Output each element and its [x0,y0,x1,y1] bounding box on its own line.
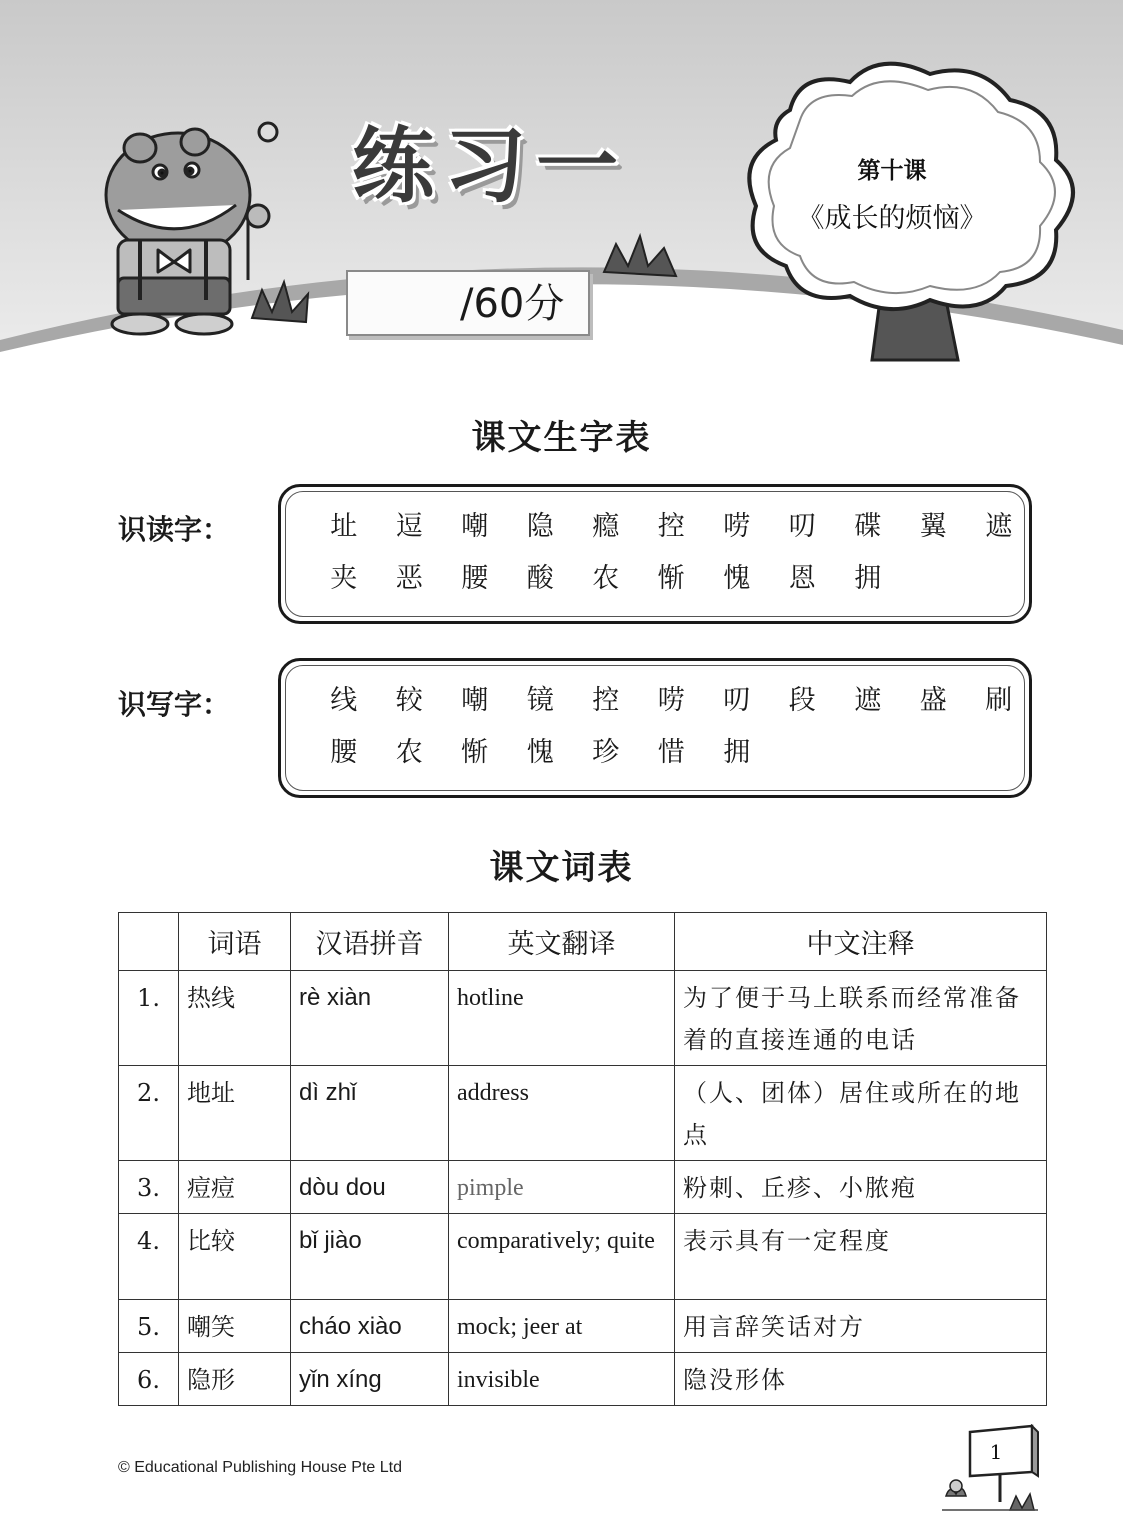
reading-char: 控 [657,511,685,542]
reading-char: 酸 [526,563,554,594]
row-chinese: 隐没形体 [675,1353,1047,1406]
row-pinyin: rè xiàn [291,971,449,1066]
reading-label: 识读字： [118,513,231,546]
writing-row-2 [311,733,770,773]
writing-char: 惜 [657,737,685,768]
page-sign-icon [940,1424,1040,1514]
reading-char: 愧 [723,563,751,594]
row-chinese: 为了便于马上联系而经常准备着的直接连通的电话 [675,971,1047,1066]
reading-row-2 [311,559,901,599]
writing-char: 惭 [461,737,489,768]
row-word: 隐形 [179,1353,291,1406]
writing-char: 拥 [723,737,751,768]
reading-char: 叨 [788,511,816,542]
header-num [119,913,179,971]
row-number: 3. [119,1161,179,1214]
writing-char: 控 [592,685,620,716]
char-table-title: 课文生字表 [471,418,652,458]
row-chinese: 表示具有一定程度 [675,1214,1047,1300]
reading-char: 腰 [461,563,489,594]
row-word: 地址 [179,1066,291,1161]
reading-char: 惭 [657,563,685,594]
row-english: mock; jeer at [449,1300,675,1353]
table-row [119,1353,1047,1406]
row-english: pimple [449,1161,675,1214]
reading-char-box [278,484,1032,624]
writing-char: 较 [395,685,423,716]
row-word: 比较 [179,1214,291,1300]
lesson-number: 第十课 [857,158,927,184]
page-header [0,0,1123,380]
row-pinyin: cháo xiào [291,1300,449,1353]
table-row [119,1066,1047,1161]
table-row [119,1214,1047,1300]
reading-char: 唠 [723,511,751,542]
reading-char: 翼 [919,511,947,542]
row-number: 2. [119,1066,179,1161]
row-pinyin: dì zhǐ [291,1066,449,1161]
row-chinese: 用言辞笑话对方 [675,1300,1047,1353]
writing-char-box [278,658,1032,798]
row-chinese: 粉刺、丘疹、小脓疱 [675,1161,1047,1214]
reading-char: 夹 [330,563,358,594]
lesson-title: 《成长的烦恼》 [797,203,987,234]
writing-char: 镜 [526,685,554,716]
writing-label: 识写字： [118,688,231,721]
writing-char: 叨 [723,685,751,716]
writing-char: 珍 [592,737,620,768]
header-english: 英文翻译 [449,913,675,971]
page-number: 1 [989,1440,1003,1464]
table-row [119,971,1047,1066]
reading-char: 农 [592,563,620,594]
row-pinyin: bǐ jiào [291,1214,449,1300]
copyright: © Educational Publishing House Pte Ltd [118,1459,402,1476]
row-number: 5. [119,1300,179,1353]
reading-char: 碟 [854,511,882,542]
reading-char: 遮 [985,511,1013,542]
table-header-row [119,913,1047,971]
header-chinese: 中文注释 [675,913,1047,971]
writing-char: 腰 [330,737,358,768]
writing-row-1 [311,681,1032,721]
vocab-table [118,912,1047,1406]
row-number: 6. [119,1353,179,1406]
writing-char: 愧 [526,737,554,768]
row-pinyin: yǐn xíng [291,1353,449,1406]
reading-char: 嘲 [461,511,489,542]
row-english: address [449,1066,675,1161]
row-pinyin: dòu dou [291,1161,449,1214]
writing-char: 段 [788,685,816,716]
writing-char: 唠 [657,685,685,716]
writing-char: 嘲 [461,685,489,716]
page-title: 练习一 [352,119,629,214]
table-row [119,1300,1047,1353]
row-word: 嘲笑 [179,1300,291,1353]
writing-char: 刷 [985,685,1013,716]
writing-char: 遮 [854,685,882,716]
vocab-title: 课文词表 [489,848,634,888]
reading-char: 恶 [395,563,423,594]
row-number: 1. [119,971,179,1066]
reading-char: 恩 [788,563,816,594]
reading-char: 址 [330,511,358,542]
row-english: hotline [449,971,675,1066]
row-word: 热线 [179,971,291,1066]
header-pinyin: 汉语拼音 [291,913,449,971]
header-word: 词语 [179,913,291,971]
score-label: /60分 [460,281,565,327]
row-chinese: （人、团体）居住或所在的地点 [675,1066,1047,1161]
writing-char: 线 [330,685,358,716]
row-english: invisible [449,1353,675,1406]
row-number: 4. [119,1214,179,1300]
writing-char: 盛 [919,685,947,716]
writing-char: 农 [395,737,423,768]
reading-char: 逗 [395,511,423,542]
row-word: 痘痘 [179,1161,291,1214]
reading-char: 瘾 [592,511,620,542]
reading-char: 拥 [854,563,882,594]
reading-char: 隐 [526,511,554,542]
row-english: comparatively; quite [449,1214,675,1300]
reading-row-1 [311,507,1032,547]
table-row [119,1161,1047,1214]
